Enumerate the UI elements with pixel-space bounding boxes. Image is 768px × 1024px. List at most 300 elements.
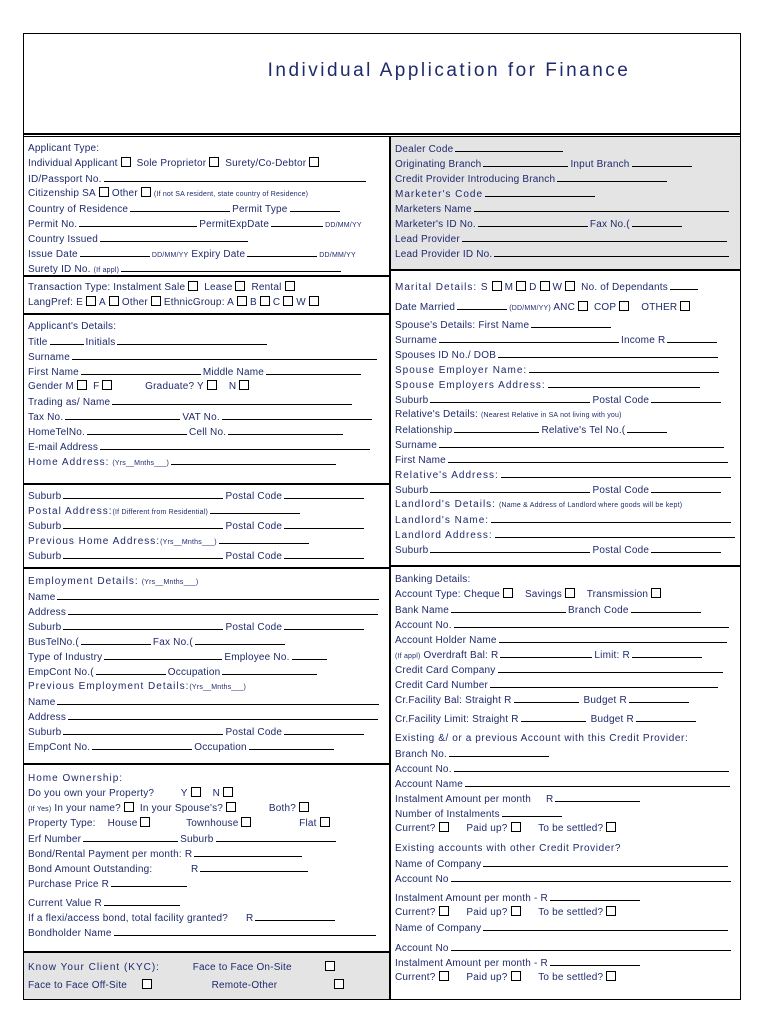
erf-field[interactable] xyxy=(83,831,178,842)
suburb-label-2: Suburb xyxy=(28,521,62,532)
home-addr-field[interactable] xyxy=(171,454,336,465)
spouse-label: In your Spouse's? xyxy=(139,803,224,814)
emp-address-field[interactable] xyxy=(68,604,378,615)
permit-no-label: Permit No. xyxy=(28,219,78,230)
house-label: House xyxy=(107,818,138,829)
overdraft-r: R xyxy=(491,650,499,661)
mkt-id-label: Marketer's ID No. xyxy=(395,219,476,230)
instalment-checkbox[interactable] xyxy=(188,281,198,291)
marital-w-label: W xyxy=(552,282,563,293)
trading-field[interactable] xyxy=(112,394,352,405)
ethnic-w-checkbox[interactable] xyxy=(309,296,319,306)
marital-d-checkbox[interactable] xyxy=(540,281,550,291)
graduate-n-checkbox[interactable] xyxy=(239,380,249,390)
emp-suburb-label: Suburb xyxy=(28,622,62,633)
address-section xyxy=(23,484,390,568)
issue-date-field[interactable] xyxy=(80,246,150,257)
langpref-label: LangPref: E xyxy=(28,297,84,308)
both-checkbox[interactable] xyxy=(299,802,309,812)
existing-other-label: Existing accounts with other Credit Provider? xyxy=(395,843,621,854)
postal-code-label-3: Postal Code xyxy=(225,551,283,562)
crf-limit-r: R xyxy=(511,714,519,725)
home-tel-field[interactable] xyxy=(87,424,187,435)
prev-emp-suburb-field[interactable] xyxy=(63,724,223,735)
landlord-postal-field[interactable] xyxy=(651,542,721,553)
marital-s-checkbox[interactable] xyxy=(492,281,502,291)
overdraft-note: (If appl) xyxy=(395,653,421,660)
kyc-section xyxy=(23,952,390,1000)
company-field-2[interactable] xyxy=(483,920,728,931)
savings-label: Savings xyxy=(524,589,562,600)
overdraft-field[interactable] xyxy=(500,647,592,658)
prev-home-field[interactable] xyxy=(219,533,309,544)
spouse-emp-addr-label: Spouse Employers Address: xyxy=(395,380,546,391)
rel-suburb-label: Suburb xyxy=(395,485,429,496)
acc-name-field[interactable] xyxy=(465,776,730,787)
applicant-details-heading: Applicant's Details: xyxy=(28,321,117,332)
title-label: Title xyxy=(28,337,48,348)
mkt-name-label: Marketers Name xyxy=(395,204,472,215)
flexi-r: R xyxy=(245,913,254,924)
inst-dash-label-1: Instalment Amount per month - xyxy=(395,893,538,904)
permit-type-label: Permit Type xyxy=(232,204,288,215)
house-checkbox[interactable] xyxy=(140,817,150,827)
country-res-label: Country of Residence xyxy=(28,204,129,215)
holder-field[interactable] xyxy=(499,632,727,643)
cop-checkbox[interactable] xyxy=(619,301,629,311)
lead-provider-label: Lead Provider xyxy=(395,234,460,245)
crf-bal-budget-field[interactable] xyxy=(629,692,689,703)
own-n-label: N xyxy=(212,788,221,799)
first-name-label: First Name xyxy=(28,367,79,378)
purchase-field[interactable] xyxy=(111,876,187,887)
ethnic-w-label: W xyxy=(296,297,306,308)
country-issued-field[interactable] xyxy=(100,231,248,242)
mkt-id-field[interactable] xyxy=(478,216,588,227)
remote-checkbox[interactable] xyxy=(334,979,344,989)
graduate-y-checkbox[interactable] xyxy=(207,380,217,390)
paid-up-checkbox-3[interactable] xyxy=(511,971,521,981)
employee-no-label: Employee No. xyxy=(224,652,290,663)
initials-field[interactable] xyxy=(117,334,267,345)
relationship-field[interactable] xyxy=(454,422,539,433)
anc-checkbox[interactable] xyxy=(578,301,588,311)
rel-surname-field[interactable] xyxy=(439,437,724,448)
rel-tel-field[interactable] xyxy=(627,422,667,433)
suburb-field-2[interactable] xyxy=(63,518,223,529)
postal-code-label-2: Postal Code xyxy=(225,521,283,532)
occupation-field[interactable] xyxy=(222,664,317,675)
landlord-label: Landlord's Details: xyxy=(395,499,496,510)
first-name-field[interactable] xyxy=(81,364,201,375)
spouse-postal-label: Postal Code xyxy=(592,395,650,406)
date-married-fmt: (DD/MM/YY) xyxy=(509,305,551,312)
applicant-type-heading: Applicant Type: xyxy=(28,143,100,154)
company-label-1: Name of Company xyxy=(395,859,482,870)
bank-name-field[interactable] xyxy=(451,602,566,613)
surety-note: (If appl) xyxy=(93,267,120,274)
issue-date-fmt: DD/MM/YY xyxy=(151,252,189,259)
num-inst-field[interactable] xyxy=(502,806,562,817)
prev-emp-suburb-label: Suburb xyxy=(28,727,62,738)
banking-heading: Banking Details: xyxy=(395,574,471,585)
lang-other-checkbox[interactable] xyxy=(151,296,161,306)
acc-no3-label-2: Account No xyxy=(395,943,449,954)
instalment-field[interactable] xyxy=(555,791,640,802)
rental-checkbox[interactable] xyxy=(285,281,295,291)
flexi-field[interactable] xyxy=(255,910,335,921)
lang-a-checkbox[interactable] xyxy=(109,296,119,306)
spouse-first-label: Spouse's Details: First Name xyxy=(395,320,530,331)
acc-type-label: Account Type: Cheque xyxy=(395,589,500,600)
applicant-details-section xyxy=(23,314,390,484)
ethnic-b-label: B xyxy=(249,297,257,308)
purchase-label: Purchase Price xyxy=(28,879,99,890)
lang-other-label: Other xyxy=(121,297,148,308)
current-label-2: Current? xyxy=(395,907,436,918)
rel-surname-label: Surname xyxy=(395,440,437,451)
home-addr-label: Home Address: xyxy=(28,457,110,468)
ethnic-a-checkbox[interactable] xyxy=(237,296,247,306)
spouse-suburb-field[interactable] xyxy=(430,392,590,403)
remote-label: Remote-Other xyxy=(211,980,278,991)
paid-up-checkbox-1[interactable] xyxy=(511,822,521,832)
citizenship-other-label: Other xyxy=(111,188,138,199)
erf-label: Erf Number xyxy=(28,834,82,845)
rel-suburb-field[interactable] xyxy=(430,482,590,493)
citizenship-note: (If not SA resident, state country of Residence) xyxy=(153,191,309,198)
crf-bal-field[interactable] xyxy=(514,692,579,703)
flat-checkbox[interactable] xyxy=(320,817,330,827)
employee-no-field[interactable] xyxy=(292,649,327,660)
id-passport-field[interactable] xyxy=(104,171,366,182)
company-field-1[interactable] xyxy=(483,856,728,867)
marital-other-checkbox[interactable] xyxy=(680,301,690,311)
marital-w-checkbox[interactable] xyxy=(565,281,575,291)
anc-label: ANC xyxy=(553,302,576,313)
crf-limit-budget-field[interactable] xyxy=(636,711,696,722)
vat-no-field[interactable] xyxy=(222,409,372,420)
relative-label: Relative's Details: xyxy=(395,409,478,420)
date-married-field[interactable] xyxy=(457,299,507,310)
home-suburb-field[interactable] xyxy=(216,831,336,842)
dealer-fax-label: Fax No.( xyxy=(589,219,630,230)
emp-postal-label: Postal Code xyxy=(225,622,283,633)
landlord-suburb-label: Suburb xyxy=(395,545,429,556)
instalment-r: R xyxy=(545,794,554,805)
prev-emp-address-field[interactable] xyxy=(68,709,378,720)
citizenship-sa-checkbox[interactable] xyxy=(99,187,109,197)
lang-a-label: A xyxy=(99,297,106,308)
cc-company-label: Credit Card Company xyxy=(395,665,496,676)
gender-f-checkbox[interactable] xyxy=(102,380,112,390)
current-value-field[interactable] xyxy=(104,895,180,906)
marital-m-label: M xyxy=(504,282,514,293)
prev-occupation-field[interactable] xyxy=(249,739,334,750)
townhouse-label: Townhouse xyxy=(186,818,239,829)
employment-heading: Employment Details: xyxy=(28,576,139,587)
dealer-code-label: Dealer Code xyxy=(395,144,454,155)
prev-empcont-label: EmpCont No. xyxy=(28,742,91,753)
credit-provider-field[interactable] xyxy=(557,171,667,182)
employment-duration: (Yrs__Mnths___) xyxy=(141,579,199,586)
surety-id-field[interactable] xyxy=(121,261,341,272)
surname-field[interactable] xyxy=(72,349,377,360)
spouse-surname-field[interactable] xyxy=(439,332,619,343)
spouse-emp-field[interactable] xyxy=(529,362,719,373)
settled-label-2: To be settled? xyxy=(538,907,604,918)
emp-suburb-field[interactable] xyxy=(63,619,223,630)
spouse-surname-label: Surname xyxy=(395,335,437,346)
cell-field[interactable] xyxy=(228,424,343,435)
bond-out-field[interactable] xyxy=(200,861,308,872)
citizenship-label: Citizenship SA xyxy=(28,188,96,199)
gender-f-label: F xyxy=(93,381,100,392)
prev-emp-name-field[interactable] xyxy=(57,694,379,705)
acc-no3-field-1[interactable] xyxy=(451,871,731,882)
empcont-field[interactable] xyxy=(96,664,166,675)
own-n-checkbox[interactable] xyxy=(223,787,233,797)
surety-checkbox[interactable] xyxy=(309,157,319,167)
bond-pay-r: R xyxy=(184,849,193,860)
f2f-off-label: Face to Face Off-Site xyxy=(28,980,128,991)
transmission-checkbox[interactable] xyxy=(651,588,661,598)
employment-section xyxy=(23,568,390,764)
rel-addr-field[interactable] xyxy=(501,467,731,478)
bondholder-label: Bondholder Name xyxy=(28,928,112,939)
cop-label: COP xyxy=(594,302,617,313)
marital-label: Marital Details: S xyxy=(395,282,489,293)
settled-checkbox-1[interactable] xyxy=(606,822,616,832)
limit-label: Limit: xyxy=(594,650,620,661)
gender-m-checkbox[interactable] xyxy=(77,380,87,390)
spouse-checkbox[interactable] xyxy=(226,802,236,812)
acc-name-label: Account Name xyxy=(395,779,463,790)
bond-pay-field[interactable] xyxy=(194,846,302,857)
income-field[interactable] xyxy=(667,332,717,343)
acc-no2-label: Account No. xyxy=(395,764,452,775)
crf-limit-field[interactable] xyxy=(521,711,586,722)
crf-bal-label: Cr.Facility Bal: Straight xyxy=(395,695,502,706)
rel-first-field[interactable] xyxy=(448,452,728,463)
bondholder-field[interactable] xyxy=(114,925,376,936)
dealer-section xyxy=(390,136,741,270)
kyc-label: Know Your Client (KYC): xyxy=(28,962,160,973)
current-label-3: Current? xyxy=(395,972,436,983)
your-name-label: In your name? xyxy=(54,803,121,814)
townhouse-checkbox[interactable] xyxy=(241,817,251,827)
inst-dash-label-2: Instalment Amount per month - xyxy=(395,958,538,969)
cc-number-field[interactable] xyxy=(490,677,718,688)
home-ownership-section xyxy=(23,764,390,952)
emp-postal-field[interactable] xyxy=(284,619,364,630)
landlord-name-field[interactable] xyxy=(491,512,731,523)
current-checkbox-1[interactable] xyxy=(439,822,449,832)
rel-postal-label: Postal Code xyxy=(592,485,650,496)
gender-label: Gender M xyxy=(28,381,75,392)
settled-checkbox-3[interactable] xyxy=(606,971,616,981)
tax-no-label: Tax No. xyxy=(28,412,64,423)
dependants-label: No. of Dependants xyxy=(581,282,668,293)
input-branch-field[interactable] xyxy=(632,156,692,167)
lead-id-field[interactable] xyxy=(494,246,729,257)
f2f-off-checkbox[interactable] xyxy=(142,979,152,989)
ptype-label: Property Type: xyxy=(28,818,96,829)
postal-code-field-3[interactable] xyxy=(284,548,364,559)
rental-label: Rental xyxy=(251,282,282,293)
settled-checkbox-2[interactable] xyxy=(606,906,616,916)
holder-label: Account Holder Name xyxy=(395,635,497,646)
home-heading: Home Ownership: xyxy=(28,773,124,784)
home-addr-duration: (Yrs__Mnths___) xyxy=(112,460,170,467)
suburb-field-3[interactable] xyxy=(63,548,223,559)
bustel-label: BusTelNo.( xyxy=(28,637,79,648)
spouse-id-field[interactable] xyxy=(498,347,718,358)
permit-exp-field[interactable] xyxy=(271,216,323,227)
postal-code-field-2[interactable] xyxy=(284,518,364,529)
spouse-emp-addr-field[interactable] xyxy=(548,377,700,388)
title-field[interactable] xyxy=(50,334,84,345)
landlord-suburb-field[interactable] xyxy=(430,542,590,553)
citizenship-other-checkbox[interactable] xyxy=(141,187,151,197)
own-y-label: Y xyxy=(180,788,188,799)
your-name-checkbox[interactable] xyxy=(124,802,134,812)
flat-label: Flat xyxy=(299,818,317,829)
crf-limit-label: Cr.Facility Limit: Straight xyxy=(395,714,509,725)
initials-label: Initials xyxy=(85,337,116,348)
permit-exp-label: PermitExpDate xyxy=(199,219,270,230)
ethnic-b-checkbox[interactable] xyxy=(260,296,270,306)
own-label: Do you own your Property? xyxy=(28,788,155,799)
rel-addr-label: Relative's Address: xyxy=(395,470,499,481)
prev-home-label: Previous Home Address: xyxy=(28,536,161,547)
limit-field[interactable] xyxy=(632,647,702,658)
permit-no-field[interactable] xyxy=(79,216,197,227)
f2f-on-checkbox[interactable] xyxy=(325,961,335,971)
mkt-code-field[interactable] xyxy=(485,186,595,197)
marital-m-checkbox[interactable] xyxy=(516,281,526,291)
crf-bal-budget-label: Budget xyxy=(583,695,617,706)
emp-address-label: Address xyxy=(28,607,67,618)
suburb-field[interactable] xyxy=(63,488,223,499)
dependants-field[interactable] xyxy=(670,279,698,290)
emp-name-field[interactable] xyxy=(57,589,379,600)
suburb-label-3: Suburb xyxy=(28,551,62,562)
individual-label: Individual Applicant xyxy=(28,158,118,169)
acc-no3-field-2[interactable] xyxy=(451,940,731,951)
industry-field[interactable] xyxy=(104,649,222,660)
spouse-postal-field[interactable] xyxy=(651,392,721,403)
mkt-name-field[interactable] xyxy=(474,201,729,212)
acc-no2-field[interactable] xyxy=(454,761,729,772)
ethnic-c-label: C xyxy=(272,297,281,308)
current-checkbox-2[interactable] xyxy=(439,906,449,916)
paid-up-checkbox-2[interactable] xyxy=(511,906,521,916)
paid-up-label-3: Paid up? xyxy=(466,972,508,983)
transaction-section xyxy=(23,276,390,314)
lease-checkbox[interactable] xyxy=(235,281,245,291)
crf-limit-budget-r: R xyxy=(626,714,634,725)
spouse-id-label: Spouses ID No./ DOB xyxy=(395,350,497,361)
dealer-code-field[interactable] xyxy=(455,141,563,152)
branch-code-field[interactable] xyxy=(631,602,701,613)
orig-branch-label: Originating Branch xyxy=(395,159,482,170)
individual-checkbox[interactable] xyxy=(121,157,131,167)
home-suburb-label: Suburb xyxy=(180,834,214,845)
occupation-label: Occupation xyxy=(167,667,221,678)
cell-label: Cell No. xyxy=(189,427,227,438)
prev-emp-postal-field[interactable] xyxy=(284,724,364,735)
postal-addr-field[interactable] xyxy=(210,503,300,514)
cc-company-field[interactable] xyxy=(498,662,723,673)
sole-checkbox[interactable] xyxy=(209,157,219,167)
lang-e-checkbox[interactable] xyxy=(86,296,96,306)
expiry-date-fmt: DD/MM/YY xyxy=(319,252,356,259)
current-checkbox-3[interactable] xyxy=(439,971,449,981)
transmission-label: Transmission xyxy=(586,589,649,600)
country-res-field[interactable] xyxy=(130,201,230,212)
input-branch-label: Input Branch xyxy=(570,159,630,170)
lead-provider-field[interactable] xyxy=(462,231,727,242)
limit-r: R xyxy=(622,650,630,661)
cheque-checkbox[interactable] xyxy=(503,588,513,598)
instalment-label: Instalment Amount per month xyxy=(395,794,532,805)
existing-label: Existing &/ or a previous Account with this Credit Provider: xyxy=(395,733,689,744)
paid-up-label-2: Paid up? xyxy=(466,907,508,918)
prev-home-duration: (Yrs__Mnths___) xyxy=(160,539,217,546)
orig-branch-field[interactable] xyxy=(483,156,568,167)
email-label: E-mail Address xyxy=(28,442,99,453)
cc-number-label: Credit Card Number xyxy=(395,680,489,691)
spouse-first-field[interactable] xyxy=(531,317,611,328)
banking-section xyxy=(390,566,741,1000)
if-yes-note: (If Yes) xyxy=(28,806,52,813)
bond-out-r: R xyxy=(191,864,199,875)
bustel-field[interactable] xyxy=(81,634,151,645)
landlord-addr-field[interactable] xyxy=(495,527,735,538)
inst-dash-field-2[interactable] xyxy=(550,955,640,966)
expiry-date-field[interactable] xyxy=(247,246,317,257)
postal-code-field[interactable] xyxy=(284,488,364,499)
savings-checkbox[interactable] xyxy=(565,588,575,598)
ethnic-c-checkbox[interactable] xyxy=(283,296,293,306)
acc-no-field[interactable] xyxy=(454,617,729,628)
lease-label: Lease xyxy=(204,282,233,293)
industry-label: Type of Industry xyxy=(28,652,103,663)
rel-postal-field[interactable] xyxy=(651,482,721,493)
branch-no-field[interactable] xyxy=(449,746,549,757)
own-y-checkbox[interactable] xyxy=(191,787,201,797)
prev-emp-label: Previous Employment Details: xyxy=(28,681,190,692)
middle-name-label: Middle Name xyxy=(202,367,265,378)
graduate-label: Graduate? Y xyxy=(145,381,204,392)
bond-out-label: Bond Amount Outstanding: xyxy=(28,864,153,875)
emp-fax-field[interactable] xyxy=(195,634,285,645)
relative-note: (Nearest Relative in SA not living with you) xyxy=(480,412,622,419)
inst-dash-field-1[interactable] xyxy=(550,890,640,901)
middle-name-field[interactable] xyxy=(266,364,361,375)
header-divider xyxy=(23,133,741,135)
email-field[interactable] xyxy=(100,439,370,450)
permit-type-field[interactable] xyxy=(290,201,340,212)
relationship-label: Relationship xyxy=(395,425,453,436)
prev-empcont-field[interactable] xyxy=(92,739,192,750)
both-label: Both? xyxy=(268,803,296,814)
home-tel-label: HomeTelNo. xyxy=(28,427,86,438)
dealer-fax-field[interactable] xyxy=(632,216,682,227)
tax-no-field[interactable] xyxy=(65,409,180,420)
postal-addr-note: (If Different from Residential) xyxy=(112,509,209,516)
